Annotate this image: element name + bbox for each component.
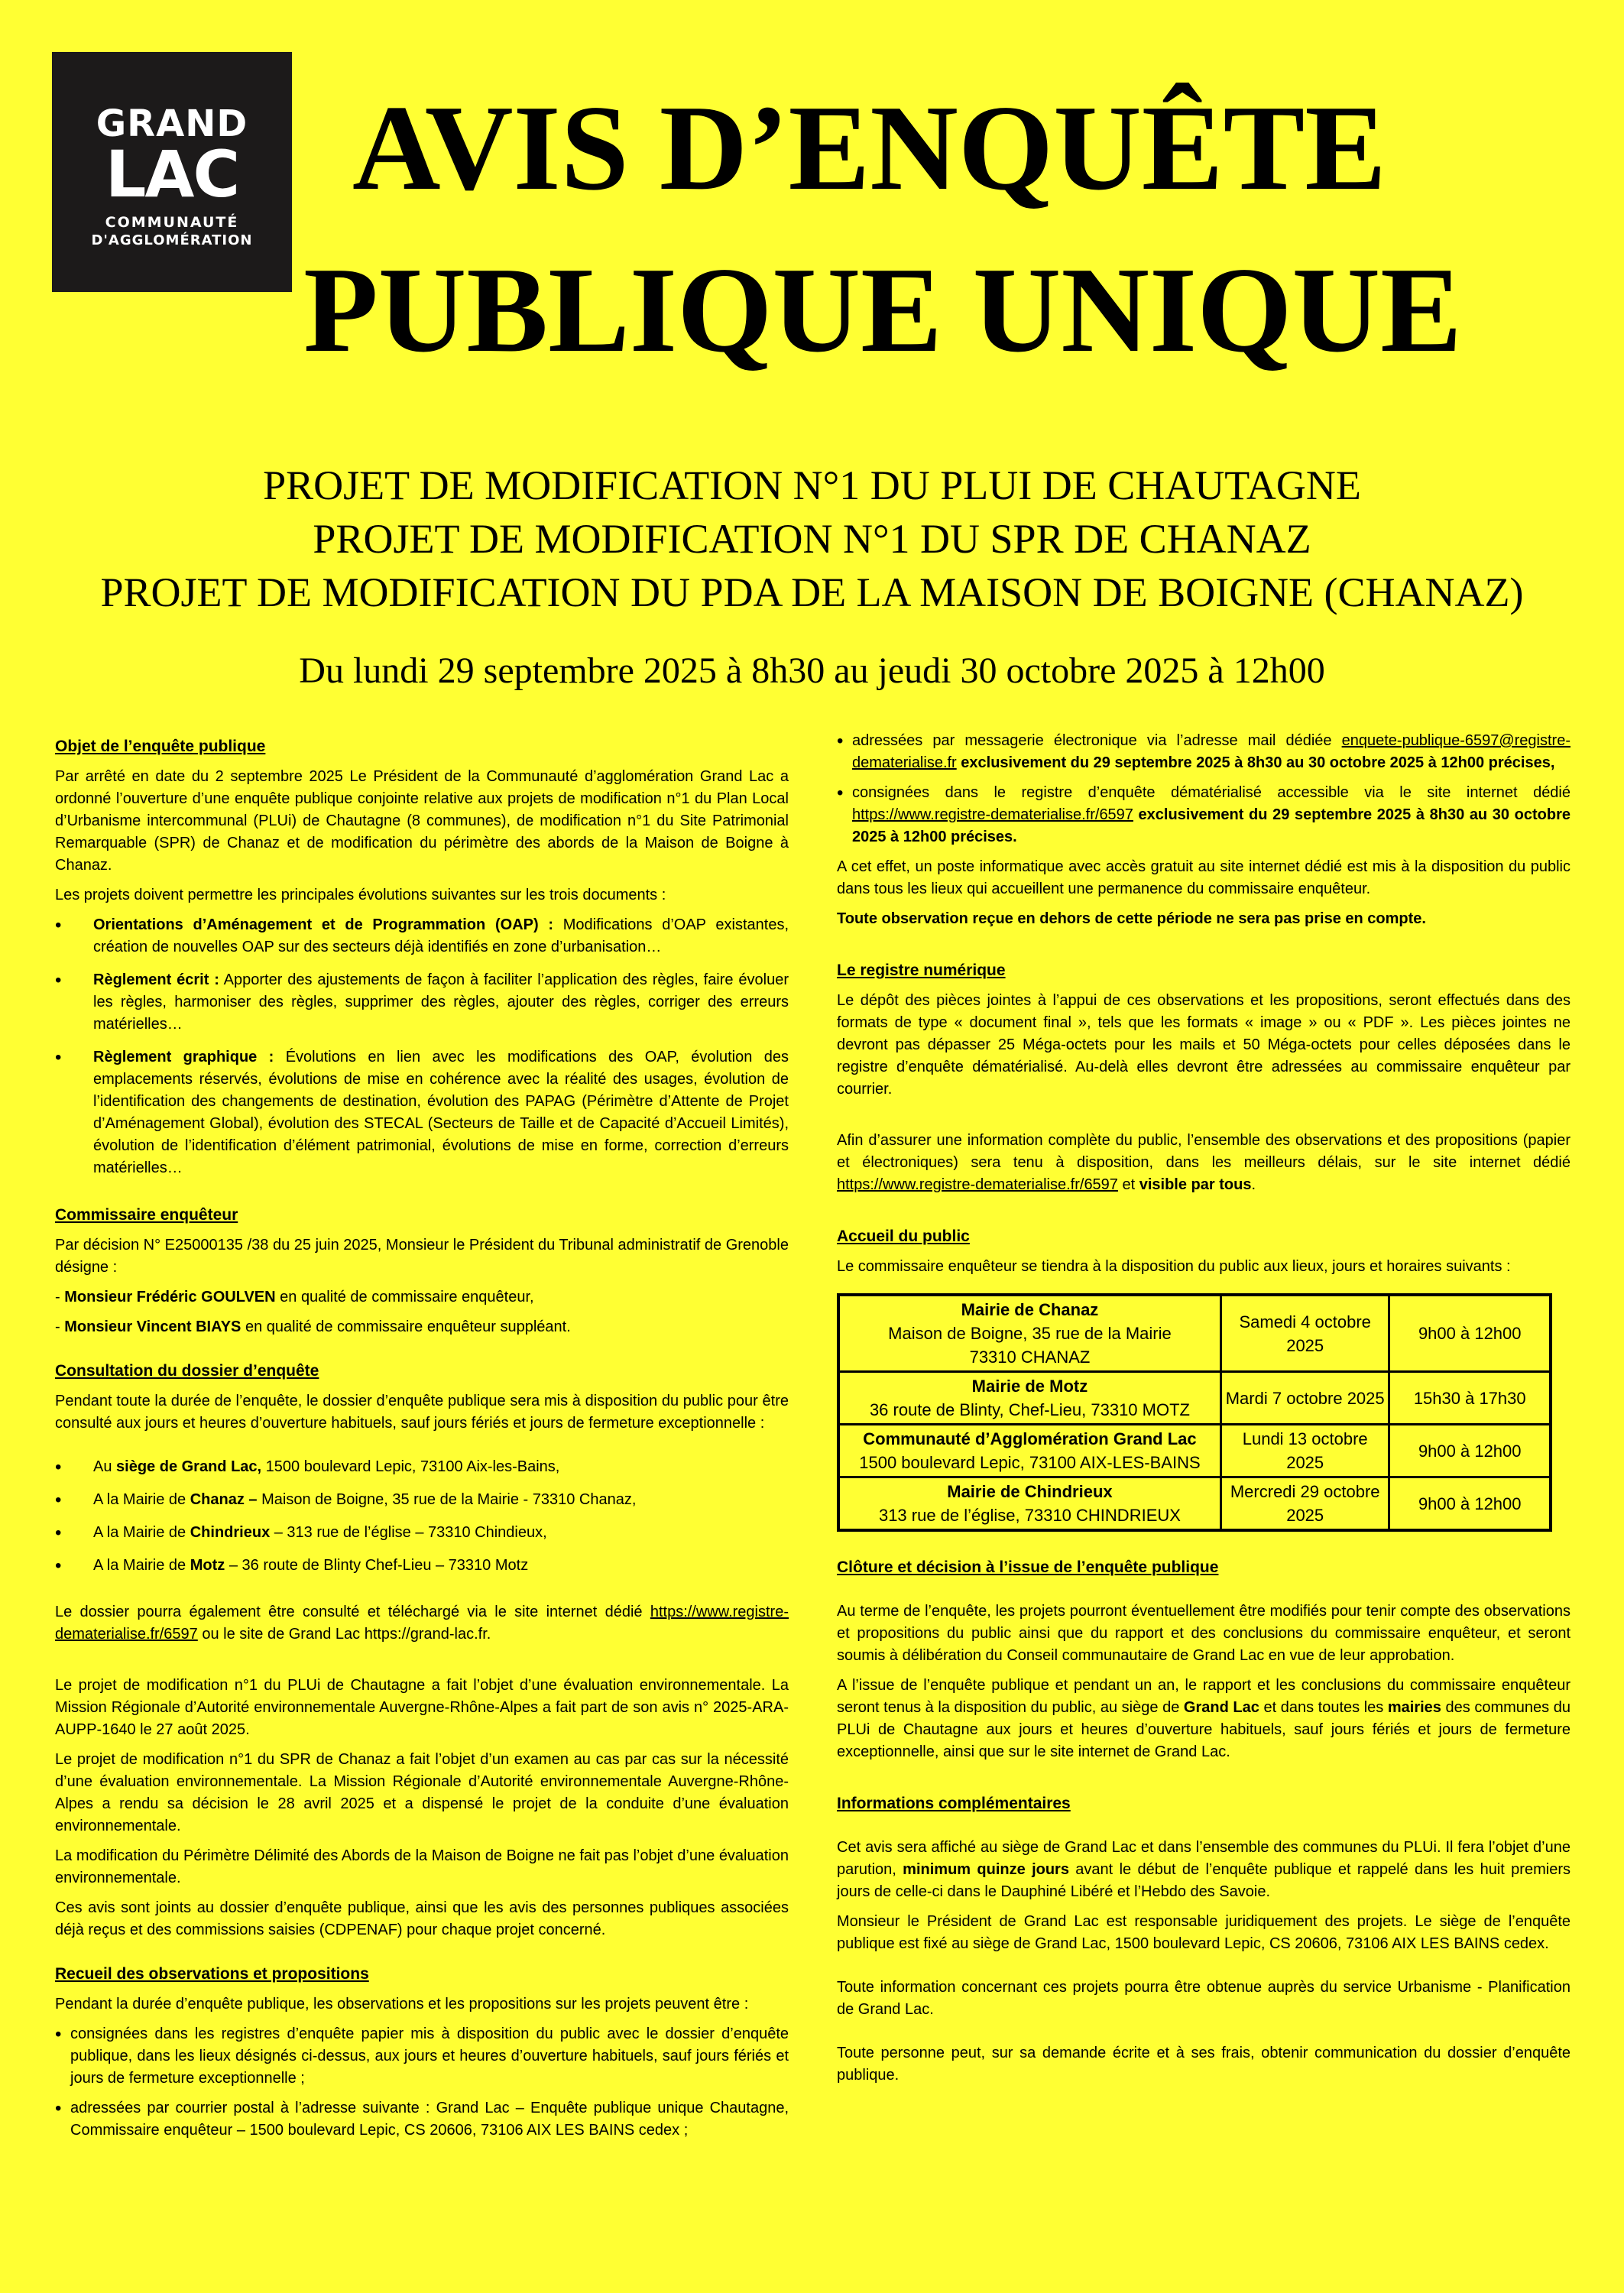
commissaire-paragraph: Par décision N° E25000135 /38 du 25 juin 2025, Monsieur le Président du Tribunal administratif de Grenoble désigne : <box>55 1237 789 1276</box>
hours-cell: 9h00 à 12h00 <box>1389 1477 1551 1531</box>
accueil-paragraph: Le commissaire enquêteur se tiendra à la disposition du public aux lieux, jours et horaires suivants : <box>837 1258 1511 1275</box>
heading-infos: Informations complémentaires <box>837 1795 1071 1812</box>
logo-line4: D'AGGLOMÉRATION <box>91 232 253 248</box>
objet-intro: Les projets doivent permettre les principales évolutions suivantes sur les trois documents : <box>55 887 666 903</box>
item-text: Modifications d’OAP existantes, création de nouvelles OAP sur des secteurs déjà identifiés en zone d’urbanisation… <box>93 916 789 955</box>
logo-line1: GRAND <box>96 102 248 145</box>
list-item: • A la Mairie de Chanaz – Maison de Boigne, 35 rue de la Mairie - 73310 Chanaz, <box>55 1489 789 1511</box>
logo-line3: COMMUNAUTÉ <box>105 214 239 231</box>
item-label: Orientations d’Aménagement et de Programmation (OAP) : <box>93 916 554 933</box>
registre-visibilite: Afin d’assurer une information complète du public, l’ensemble des observations et des propositions (papier et électroniques) sera tenu à disposition, dans les meilleurs délais, sur le site internet dédié https://www.registre-dematerialise.fr/6597 et visible par tous. <box>837 1132 1571 1193</box>
commissaire-titulaire: - Monsieur Frédéric GOULVEN en qualité de commissaire enquêteur, <box>55 1289 534 1305</box>
list-item: • Au siège de Grand Lac, 1500 boulevard Lepic, 73100 Aix-les-Bains, <box>55 1456 789 1478</box>
poste-informatique: A cet effet, un poste informatique avec accès gratuit au site internet dédié est mis à la disposition du public dans tous les lieux qui accueillent une permanence du commissaire enquêteur. <box>837 858 1571 897</box>
item-label: Règlement écrit : <box>93 971 219 988</box>
objet-paragraph: Par arrêté en date du 2 septembre 2025 Le Président de la Communauté d’agglomération Grand Lac a ordonné l’ouverture d’une enquête publique conjointe relative aux projets de modification n°1 du Plan Local d’Urbanisme intercommunal (PLUi) de Chautagne (8 communes), de modification n°1 du Site Patrimonial Remarquable (SPR) de Chanaz et de modification du périmètre des abords de la Maison de Boigne à Chanaz. <box>55 768 789 874</box>
subtitle-pda: PROJET DE MODIFICATION DU PDA DE LA MAISON DE BOIGNE (CHANAZ) <box>100 569 1524 615</box>
registre-link[interactable]: https://www.registre-dematerialise.fr/6597 <box>837 1176 1118 1193</box>
day-cell: Lundi 13 octobre 2025 <box>1220 1425 1389 1477</box>
place-cell: Communauté d’Agglomération Grand Lac 1500 boulevard Lepic, 73100 AIX-LES-BAINS <box>838 1425 1220 1477</box>
item-text: Apporter des ajustements de façon à faciliter l’application des règles, faire évoluer les règles, harmoniser des règles, supprimer des règles, ajouter des règles, corriger des erreurs matérielles… <box>93 971 789 1033</box>
left-column <box>55 735 789 2149</box>
place-cell: Mairie de Motz 36 route de Blinty, Chef-Lieu, 73310 MOTZ <box>838 1372 1220 1425</box>
list-item <box>55 969 789 1036</box>
registre-paragraph: Le dépôt des pièces jointes à l’appui de ces observations et les propositions, seront effectués dans des formats de type « document final », tels que les formats « image » ou « PDF ». Les pièces jointes ne devront pas dépasser 25 Méga-octets pour les mails et 50 Méga-octets pour celles déposées dans le registre d’enquête dématérialisé. Au-delà elles devront être adressées au commissaire enquêteur par courrier. <box>837 992 1571 1098</box>
evaluation-spr: Le projet de modification n°1 du SPR de Chanaz a fait l’objet d’un examen au cas par cas sur la nécessité d’une évaluation environnementale. La Mission Régionale d’Autorité environnementale Auvergne-Rhône-Alpes a rendu sa décision le 28 avril 2025 et a dispensé le projet de la conduite d’une évaluation environnementale. <box>55 1751 789 1834</box>
registre-link[interactable]: https://www.registre-dematerialise.fr/6597 <box>55 1604 789 1643</box>
hours-cell: 9h00 à 12h00 <box>1389 1425 1551 1477</box>
consultation-locations <box>55 1456 789 1577</box>
place-cell: Mairie de Chanaz Maison de Boigne, 35 rue de la Mairie 73310 CHANAZ <box>838 1295 1220 1372</box>
list-item: • A la Mairie de Chindrieux – 313 rue de l’église – 73310 Chindieux, <box>55 1522 789 1544</box>
infos-paragraph3: Toute information concernant ces projets pourra être obtenue auprès du service Urbanisme - Planification de Grand Lac. <box>837 1979 1571 2018</box>
evaluation-plui: Le projet de modification n°1 du PLUi de Chautagne a fait l’objet d’une évaluation environnementale. La Mission Régionale d’Autorité environnementale Auvergne-Rhône-Alpes a fait part de son avis n° 2025-ARA-AUPP-1640 le 27 août 2025. <box>55 1677 789 1738</box>
day-cell: Samedi 4 octobre 2025 <box>1220 1295 1389 1372</box>
table-row <box>838 1295 1551 1372</box>
hours-cell: 9h00 à 12h00 <box>1389 1295 1551 1372</box>
suppleant-name: Monsieur Vincent BIAYS <box>64 1318 241 1335</box>
subtitle-spr: PROJET DE MODIFICATION N°1 DU SPR DE CHANAZ <box>313 516 1311 562</box>
subtitle-plui: PROJET DE MODIFICATION N°1 DU PLUI DE CHAUTAGNE <box>263 462 1361 508</box>
day-cell: Mercredi 29 octobre 2025 <box>1220 1477 1389 1531</box>
heading-cloture: Clôture et décision à l’issue de l’enquête publique <box>837 1558 1219 1576</box>
permanences-table <box>837 1293 1552 1532</box>
list-item: • adressées par messagerie électronique via l’adresse mail dédiée enquete-publique-6597@registre-dematerialise.fr exclusivement du 29 septembre 2025 à 8h30 au 30 octobre 2025 à 12h00 précises, <box>837 730 1571 774</box>
logo-line2: LAC <box>105 137 239 212</box>
list-item: • adressées par courrier postal à l’adresse suivante : Grand Lac – Enquête publique unique Chautagne, Commissaire enquêteur – 1500 boulevard Lepic, CS 20606, 73106 AIX LES BAINS cedex ; <box>55 2097 789 2142</box>
list-item: • consignées dans les registres d’enquête papier mis à disposition du public avec le dossier d’enquête publique, dans les lieux désignés ci-dessus, aux jours et heures d’ouverture habituels, sauf jours fériés et jours de fermeture exceptionnelle ; <box>55 2023 789 2090</box>
recueil-list-right <box>837 730 1571 848</box>
table-row <box>838 1425 1551 1477</box>
evaluation-pda: La modification du Périmètre Délimité des Abords de la Maison de Boigne ne fait pas l’objet d’une évaluation environnementale. <box>55 1847 789 1886</box>
list-item <box>55 1046 789 1179</box>
list-item: • A la Mairie de Motz – 36 route de Blinty Chef-Lieu – 73310 Motz <box>55 1555 789 1577</box>
heading-commissaire: Commissaire enquêteur <box>55 1206 238 1224</box>
day-cell: Mardi 7 octobre 2025 <box>1220 1372 1389 1425</box>
heading-recueil: Recueil des observations et propositions <box>55 1965 369 1983</box>
main-title-line2: PUBLIQUE UNIQUE <box>303 242 1462 378</box>
list-item: • consignées dans le registre d’enquête dématérialisé accessible via le site internet dédié https://www.registre-dematerialise.fr/6597 exclusivement du 29 septembre 2025 à 8h30 au 30 octobre 2025 à 12h00 précises. <box>837 782 1571 848</box>
avis-joints: Ces avis sont joints au dossier d’enquête publique, ainsi que les avis des personnes publiques associées déjà reçus et des commissions saisies (CDPENAF) pour chaque projet concerné. <box>55 1899 789 1938</box>
infos-paragraph2: Monsieur le Président de Grand Lac est responsable juridiquement des projets. Le siège de l’enquête publique est fixé au siège de Grand Lac, 1500 boulevard Lepic, CS 20606, 73106 AIX LES BAINS cedex. <box>837 1913 1571 1952</box>
recueil-paragraph: Pendant la durée d’enquête publique, les observations et les propositions sur les projets peuvent être : <box>55 1996 749 2012</box>
heading-objet: Objet de l’enquête publique <box>55 738 266 755</box>
cloture-paragraph1: Au terme de l’enquête, les projets pourront éventuellement être modifiés pour tenir compte des observations et propositions du public ainsi que du rapport et des conclusions du commissaire enquêteur, et seront soumis à délibération du Conseil communautaire de Grand Lac en vue de leur approbation. <box>837 1603 1571 1664</box>
consultation-paragraph: Pendant toute la durée de l’enquête, le dossier d’enquête publique sera mis à disposition du public pour être consulté aux jours et heures d’ouverture habituels, sauf jours fériés et jours de fermeture exceptionnelle : <box>55 1393 789 1432</box>
commissaire-name: Monsieur Frédéric GOULVEN <box>64 1289 276 1305</box>
commissaire-role: en qualité de commissaire enquêteur, <box>275 1289 534 1305</box>
suppleant-role: en qualité de commissaire enquêteur suppléant. <box>241 1318 571 1335</box>
recueil-list-left <box>55 2023 789 2142</box>
table-row <box>838 1372 1551 1425</box>
table-row <box>838 1477 1551 1531</box>
evolutions-list <box>55 914 789 1179</box>
heading-registre: Le registre numérique <box>837 962 1006 979</box>
heading-accueil: Accueil du public <box>837 1228 970 1245</box>
hours-cell: 15h30 à 17h30 <box>1389 1372 1551 1425</box>
item-text: Évolutions en lien avec les modifications des OAP, évolution des emplacements réservés, évolutions de mise en cohérence avec la réalité des usages, évolution de l’identification des changements de destination, évolution des PAPAG (Périmètre d’Attente de Projet d’Aménagement Global), évolution des STECAL (Secteurs de Taille et de Capacité d’Accueil Limités), évolution de l’identification d’élément patrimonial, évolutions de mise en forme, correction d’erreurs matérielles… <box>93 1049 789 1176</box>
item-label: Règlement graphique : <box>93 1049 274 1065</box>
inquiry-dates: Du lundi 29 septembre 2025 à 8h30 au jeudi 30 octobre 2025 à 12h00 <box>299 650 1325 691</box>
infos-paragraph4: Toute personne peut, sur sa demande écrite et à ses frais, obtenir communication du dossier d’enquête publique. <box>837 2045 1571 2084</box>
place-cell: Mairie de Chindrieux 313 rue de l’église, 73310 CHINDRIEUX <box>838 1477 1220 1531</box>
commissaire-suppleant: - Monsieur Vincent BIAYS en qualité de commissaire enquêteur suppléant. <box>55 1318 571 1335</box>
right-column <box>837 730 1571 2094</box>
email-link[interactable]: enquete-publique-6597@registre-dematerialise.fr <box>852 732 1571 771</box>
hors-periode: Toute observation reçue en dehors de cette période ne sera pas prise en compte. <box>837 910 1426 927</box>
infos-paragraph1: Cet avis sera affiché au siège de Grand Lac et dans l’ensemble des communes du PLUi. Il fera l’objet d’une parution, minimum quinze jours avant le début de l’enquête publique et rappelé dans les huit premiers jours de celle-ci dans le Dauphiné Libéré et l’Hebdo des Savoie. <box>837 1839 1571 1900</box>
main-title-line1: AVIS D’ENQUÊTE <box>352 79 1386 216</box>
consultation-online: Le dossier pourra également être consulté et téléchargé via le site internet dédié https://www.registre-dematerialise.fr/6597 ou le site de Grand Lac https://grand-lac.fr. <box>55 1604 789 1643</box>
list-item <box>55 914 789 958</box>
project-subtitles <box>0 459 1624 619</box>
cloture-paragraph2: A l’issue de l’enquête publique et pendant un an, le rapport et les conclusions du commissaire enquêteur seront tenus à la disposition du public, au siège de Grand Lac et dans toutes les mairies des communes du PLUi de Chautagne aux jours et heures d’ouverture habituels, sauf jours fériés et jours de fermeture exceptionnelle, ainsi que sur le site internet de Grand Lac. <box>837 1677 1571 1760</box>
registre-link[interactable]: https://www.registre-dematerialise.fr/6597 <box>852 806 1133 823</box>
heading-consultation: Consultation du dossier d’enquête <box>55 1362 319 1380</box>
